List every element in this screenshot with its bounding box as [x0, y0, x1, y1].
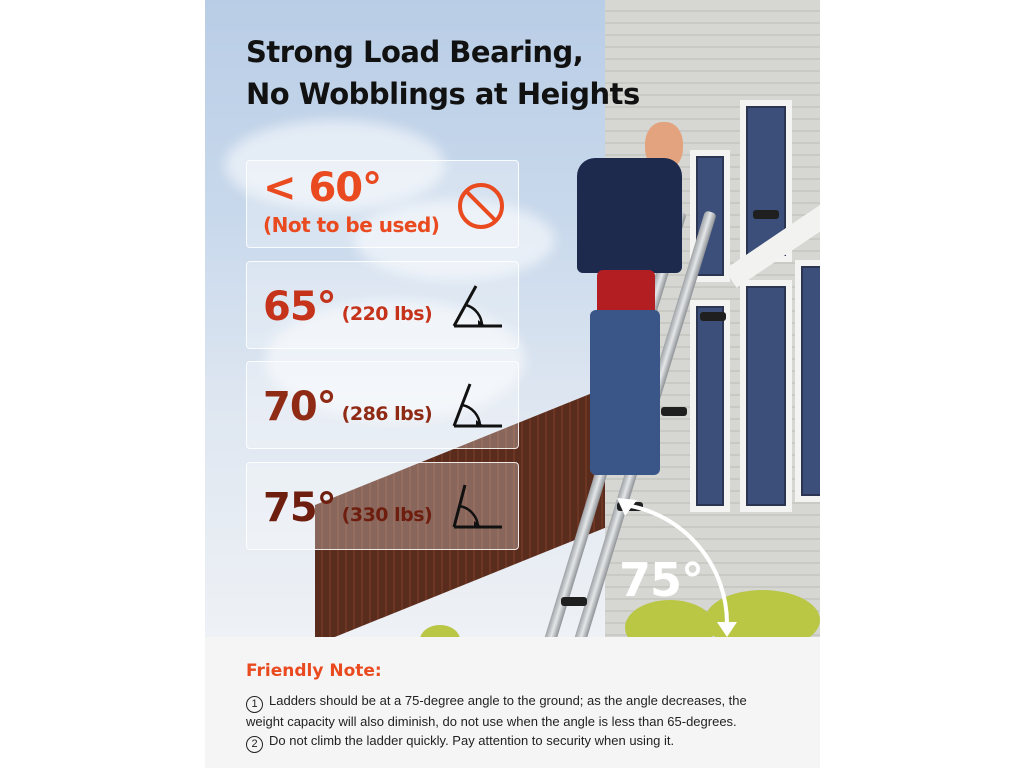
product-infographic: [205, 0, 820, 768]
note-item-1: [246, 692, 786, 730]
angle-icon: [450, 481, 506, 533]
circled-number: 2: [246, 736, 263, 753]
angle-value: < 60°: [263, 165, 382, 211]
angle-card-70: [246, 361, 519, 449]
angle-value: 65° (220 lbs): [263, 284, 433, 330]
note-text: Ladders should be at a 75-degree angle to the ground; as the angle decreases, the weight capacity will also diminish, do not use when the angle is less than 65-degrees.: [246, 693, 747, 729]
angle-indicator-label: 75°: [619, 553, 704, 607]
note-item-2: [246, 732, 786, 753]
angle-icon: [450, 280, 506, 332]
load-capacity: (330 lbs): [341, 504, 433, 526]
angle-card-65: [246, 261, 519, 349]
load-capacity: (220 lbs): [341, 303, 433, 325]
circled-number: 1: [246, 696, 263, 713]
angle-icon: [450, 380, 506, 432]
headline-line-2: No Wobblings at Heights: [246, 77, 640, 111]
prohibited-icon: [456, 181, 506, 231]
angle-value: 70° (286 lbs): [263, 384, 433, 430]
angle-value: 75° (330 lbs): [263, 485, 433, 531]
note-text: Do not climb the ladder quickly. Pay attention to security when using it.: [269, 733, 675, 748]
friendly-note-section: [205, 637, 820, 768]
angle-card-75: [246, 462, 519, 550]
ladder-photo: [205, 0, 820, 637]
angle-card-under-60: [246, 160, 519, 248]
note-title: Friendly Note:: [246, 661, 382, 681]
load-capacity: (286 lbs): [341, 403, 433, 425]
usage-warning: (Not to be used): [263, 213, 440, 237]
headline: [246, 31, 666, 115]
headline-line-1: Strong Load Bearing,: [246, 35, 584, 69]
